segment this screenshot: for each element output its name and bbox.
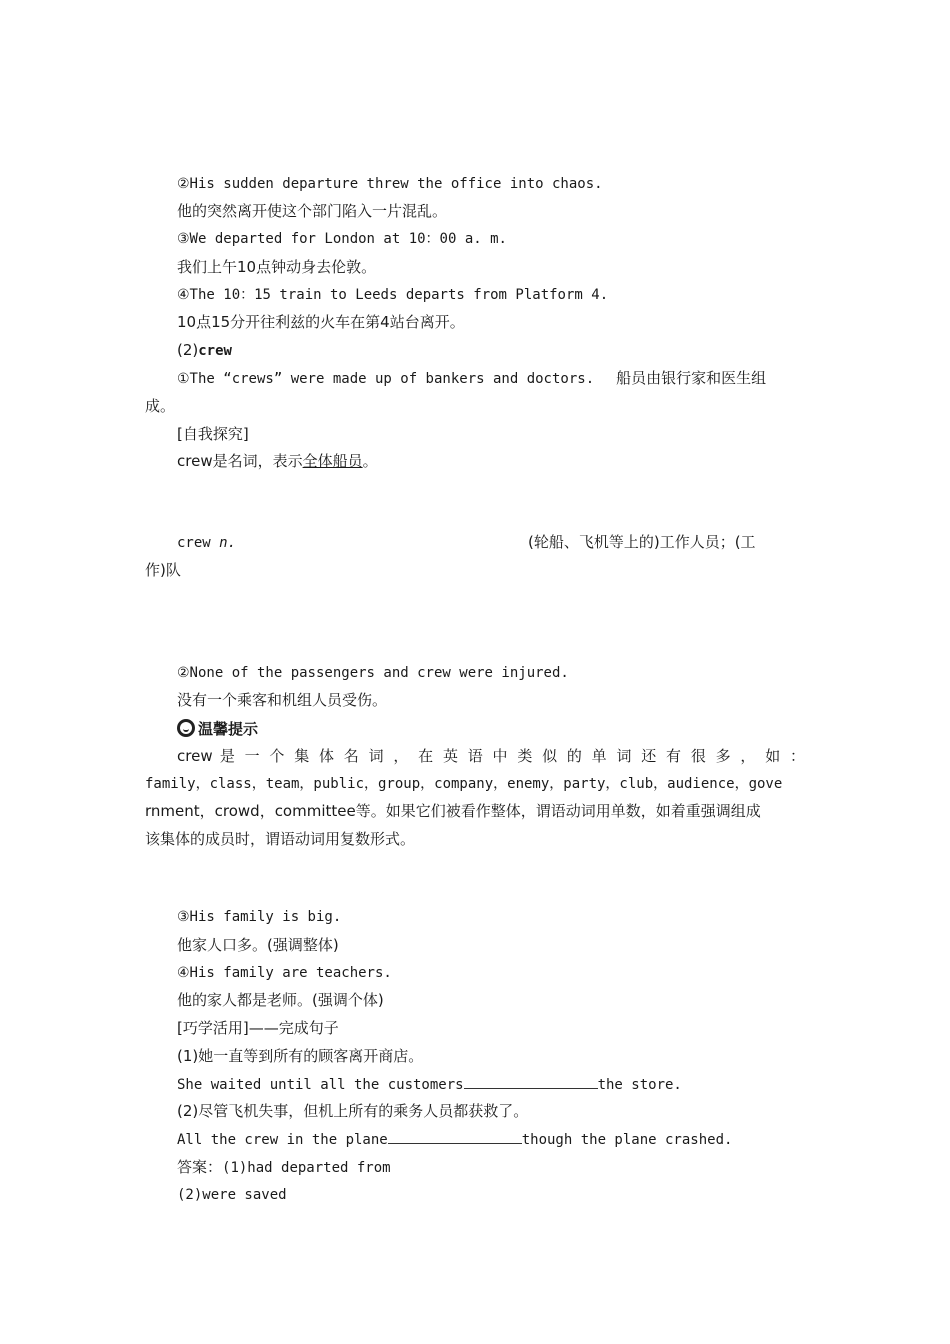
practice-label: [巧学活用]——完成句子 bbox=[177, 1019, 339, 1037]
explore-text-pre: crew是名词，表示 bbox=[177, 452, 303, 470]
tip-label: 温馨提示 bbox=[198, 720, 259, 738]
explore-text-underlined: 全体船员 bbox=[302, 452, 363, 470]
crew-example-1-cn: 船员由银行家和医生组 bbox=[616, 369, 767, 387]
crew-definition bbox=[177, 532, 236, 553]
crew-example-1-cn-cont: 成。 bbox=[145, 397, 176, 415]
crew-example-2-en: ②None of the passengers and crew were injured. bbox=[177, 665, 569, 681]
practice-q1-en bbox=[177, 1074, 682, 1095]
practice-q1-en-pre: She waited until all the customers bbox=[177, 1077, 464, 1093]
answer-line-1 bbox=[177, 1157, 391, 1178]
tip-line-4: 该集体的成员时，谓语动词用复数形式。 bbox=[145, 830, 416, 848]
practice-q1-blank[interactable] bbox=[464, 1074, 598, 1089]
family-example-3-cn: 他家人口多。(强调整体) bbox=[177, 936, 339, 954]
depart-example-3-en: ③We departed for London at 10：00 a. m. bbox=[177, 231, 507, 247]
depart-example-4-cn: 10点15分开往利兹的火车在第4站台离开。 bbox=[177, 313, 465, 331]
crew-definition-meaning: (轮船、飞机等上的)工作人员；(工 bbox=[528, 533, 756, 551]
explore-label: [自我探究] bbox=[177, 425, 249, 443]
crew-heading-word: crew bbox=[198, 343, 232, 359]
depart-example-2-cn: 他的突然离开使这个部门陷入一片混乱。 bbox=[177, 202, 448, 220]
family-example-3-en: ③His family is big. bbox=[177, 909, 342, 925]
tip-line-2: family，class，team，public，group，company，enemy，party，club，audience，gove bbox=[145, 776, 783, 792]
depart-example-4-en: ④The 10：15 train to Leeds departs from Platform 4. bbox=[177, 287, 609, 303]
depart-example-2-en: ②His sudden departure threw the office into chaos. bbox=[177, 176, 603, 192]
depart-example-3-cn: 我们上午10点钟动身去伦敦。 bbox=[177, 258, 377, 276]
tip-heading bbox=[177, 719, 258, 739]
crew-example-1 bbox=[177, 368, 766, 389]
explore-text-post: 。 bbox=[362, 452, 378, 470]
tip-line-1: crew 是 一 个 集 体 名 词 ， 在 英 语 中 类 似 的 单 词 还 有 很 多 ， 如 ： bbox=[177, 747, 805, 765]
practice-q2-en-post: though the plane crashed. bbox=[521, 1132, 733, 1148]
practice-q1-cn: (1)她一直等到所有的顾客离开商店。 bbox=[177, 1047, 424, 1065]
practice-q2-en bbox=[177, 1129, 732, 1150]
family-example-4-cn: 他的家人都是老师。(强调个体) bbox=[177, 991, 384, 1009]
crew-heading bbox=[177, 340, 232, 361]
practice-q2-blank[interactable] bbox=[388, 1129, 522, 1144]
family-example-4-en: ④His family are teachers. bbox=[177, 965, 392, 981]
answer-2: (2)were saved bbox=[177, 1187, 287, 1203]
answer-label: 答案： bbox=[177, 1158, 223, 1176]
crew-definition-meaning-cont: 作)队 bbox=[145, 561, 181, 579]
crew-example-2-cn: 没有一个乘客和机组人员受伤。 bbox=[177, 691, 388, 709]
crew-definition-pos: n. bbox=[219, 535, 237, 551]
crew-example-1-en: ①The “crews” were made up of bankers and doctors. bbox=[177, 371, 595, 387]
crew-definition-word: crew bbox=[177, 535, 220, 551]
practice-q2-cn: (2)尽管飞机失事，但机上所有的乘务人员都获救了。 bbox=[177, 1102, 529, 1120]
answer-1: (1)had departed from bbox=[222, 1160, 391, 1176]
tip-line-3: rnment，crowd，committee等。如果它们被看作整体，谓语动词用单数，如着重强调组成 bbox=[145, 802, 761, 820]
practice-q2-en-pre: All the crew in the plane bbox=[177, 1132, 388, 1148]
explore-text bbox=[177, 451, 378, 471]
crew-heading-number: (2) bbox=[177, 341, 199, 359]
smiley-icon bbox=[177, 719, 195, 737]
practice-q1-en-post: the store. bbox=[597, 1077, 682, 1093]
